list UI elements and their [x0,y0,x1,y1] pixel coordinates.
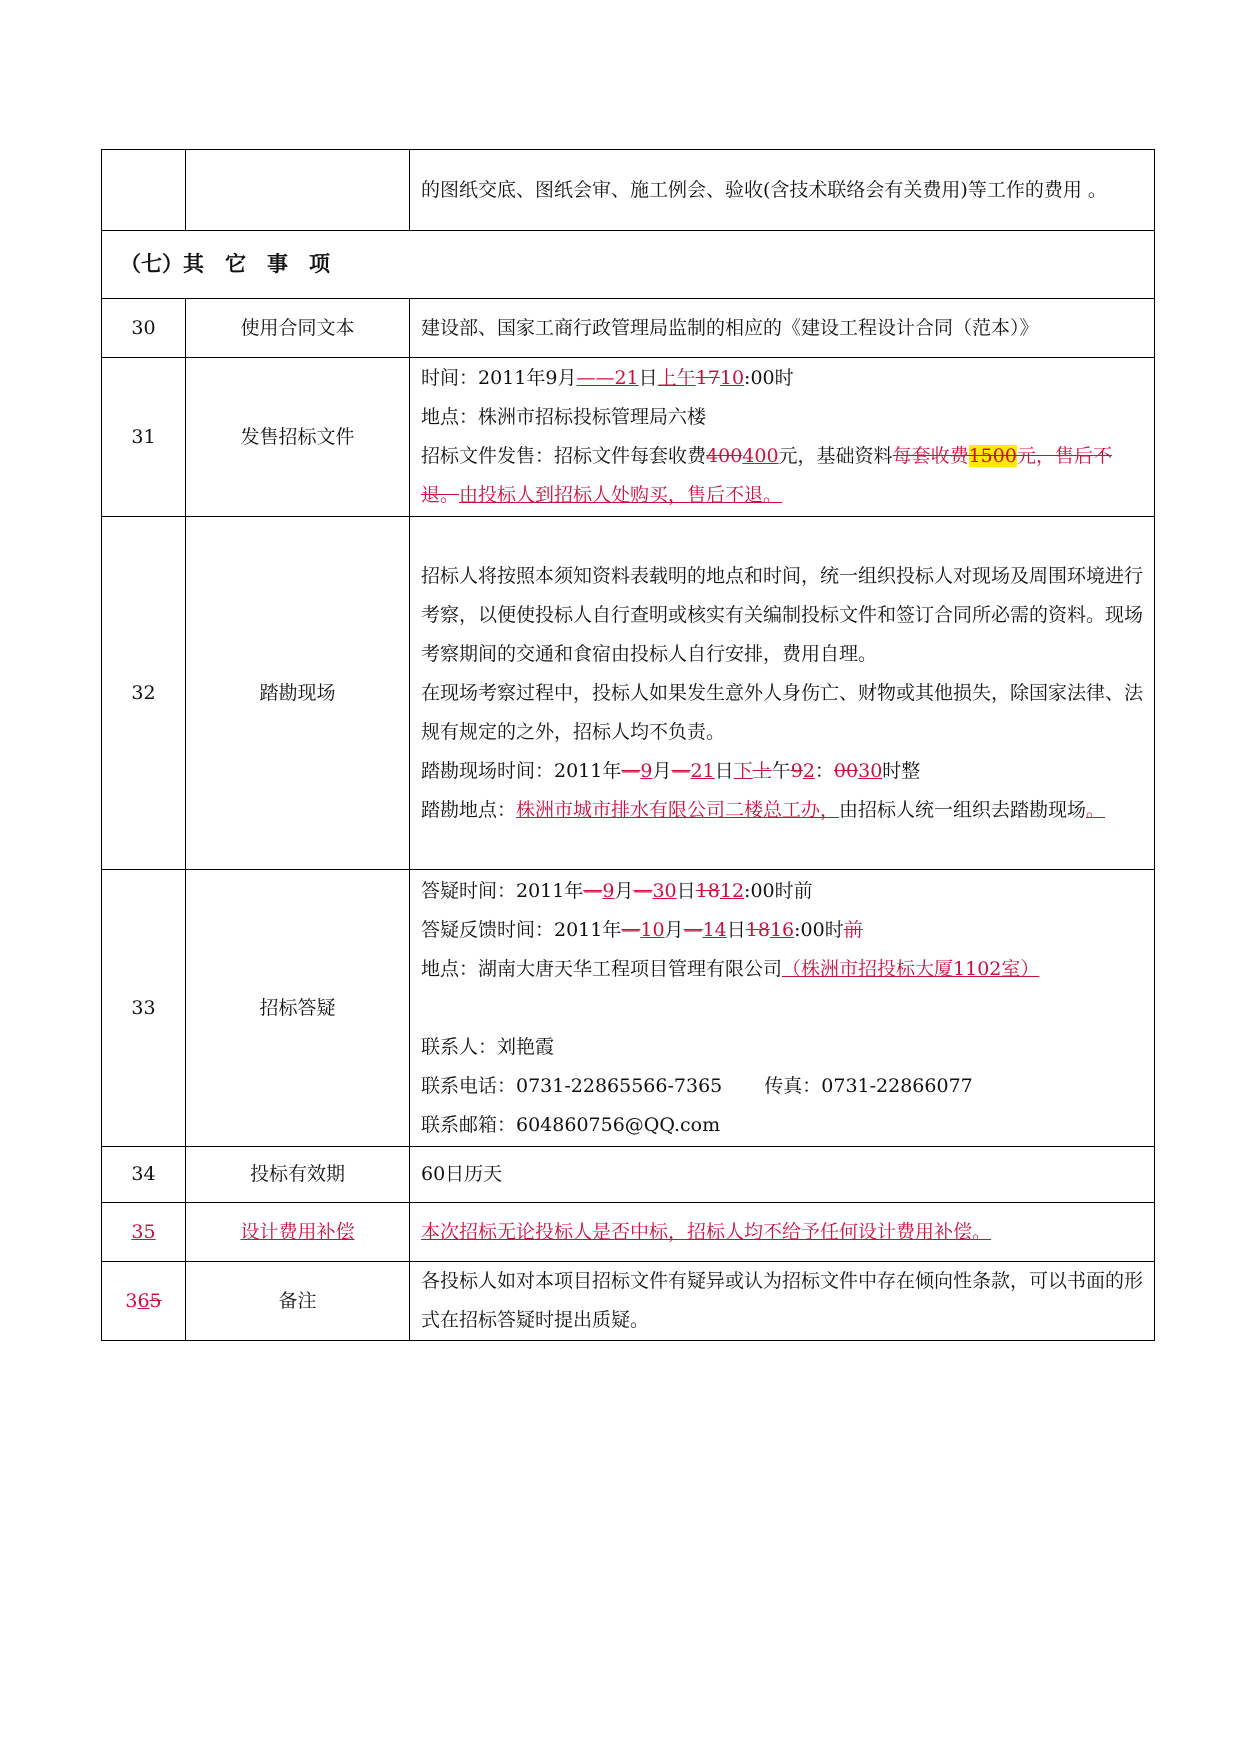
survey-place-text: 踏勘地点：株洲市城市排水有限公司二楼总工办，由招标人统一组织去踏勘现场。 [421,798,1106,821]
survey-time-line: 踏勘现场时间：2011年—9月—21日下上午92：0030时整 [421,759,921,782]
table-row-35 [102,1203,1155,1262]
row-content [410,870,1155,1147]
row-content [410,358,1155,517]
row-content: 60日历天 [410,1147,1155,1203]
row-number: 30 [102,299,186,358]
qa-feedback-line: 答疑反馈时间：2011年—10月—14日1816:00时前 [421,918,863,941]
cell-num-empty [102,150,186,231]
sale-time-line: 时间：2011年9月——21日上午1710:00时 [421,367,794,389]
table-row-36 [102,1262,1155,1341]
contact-fax: 传真：0731-22866077 [764,1074,973,1097]
table-row-30 [102,299,1155,358]
sale-place-line: 地点：株洲市招标投标管理局六楼 [421,406,707,428]
row-item: 踏勘现场 [186,517,410,870]
row-number: 35 [102,1203,186,1262]
row-item: 设计费用补偿 [186,1203,410,1262]
row-number: 33 [102,870,186,1147]
section-row [102,231,1155,299]
section-title: （七）其 它 事 项 [102,231,1155,299]
row-item: 备注 [186,1262,410,1341]
continuation-text: 的图纸交底、图纸会审、施工例会、验收(含技术联络会有关费用)等工作的费用 。 [421,178,1107,201]
bid-info-table [101,149,1155,1341]
survey-paragraph-2: 在现场考察过程中，投标人如果发生意外人身伤亡、财物或其他损失，除国家法律、法规有规定的之外，招标人均不负责。 [421,681,1144,743]
cell-content [410,150,1155,231]
table-row-33 [102,870,1155,1147]
blank-line [421,989,1144,1028]
contact-phone: 联系电话：0731-22865566-7365 [421,1074,723,1097]
contact-phone-line [421,1067,1144,1106]
table-row-34 [102,1147,1155,1203]
row-content: 本次招标无论投标人是否中标，招标人均不给予任何设计费用补偿。 [410,1203,1155,1262]
row-number: 31 [102,358,186,517]
row-content [410,517,1155,870]
cell-item-empty [186,150,410,231]
contact-person: 联系人：刘艳霞 [421,1035,555,1058]
table-row-continuation [102,150,1155,231]
sale-fee-text: 招标文件发售：招标文件每套收费400400元，基础资料每套收费1500元，售后不退。由投标人到招标人处购买，售后不退。 [421,445,1112,506]
qa-place-line: 地点：湖南大唐天华工程项目管理有限公司（株洲市招投标大厦1102室） [421,957,1040,980]
row-content: 各投标人如对本项目招标文件有疑异或认为招标文件中存在倾向性条款，可以书面的形式在招标答疑时提出质疑。 [410,1262,1155,1341]
row-number: 34 [102,1147,186,1203]
row-item: 发售招标文件 [186,358,410,517]
row-item: 使用合同文本 [186,299,410,358]
survey-paragraph-1: 招标人将按照本须知资料表载明的地点和时间，统一组织投标人对现场及周围环境进行考察，以便使投标人自行查明或核实有关编制投标文件和签订合同所必需的资料。现场考察期间的交通和食宿由投标人自行安排，费用自理。 [421,564,1144,665]
qa-time-line: 答疑时间：2011年—9月—30日1812:00时前 [421,879,813,902]
row-number: 365 [102,1262,186,1341]
row-content: 建设部、国家工商行政管理局监制的相应的《建设工程设计合同（范本）》 [410,299,1155,358]
row-item: 投标有效期 [186,1147,410,1203]
table-row-32 [102,517,1155,870]
table-row-31 [102,358,1155,517]
row-item: 招标答疑 [186,870,410,1147]
row-number: 32 [102,517,186,870]
contact-email: 联系邮箱：604860756@QQ.com [421,1113,721,1136]
